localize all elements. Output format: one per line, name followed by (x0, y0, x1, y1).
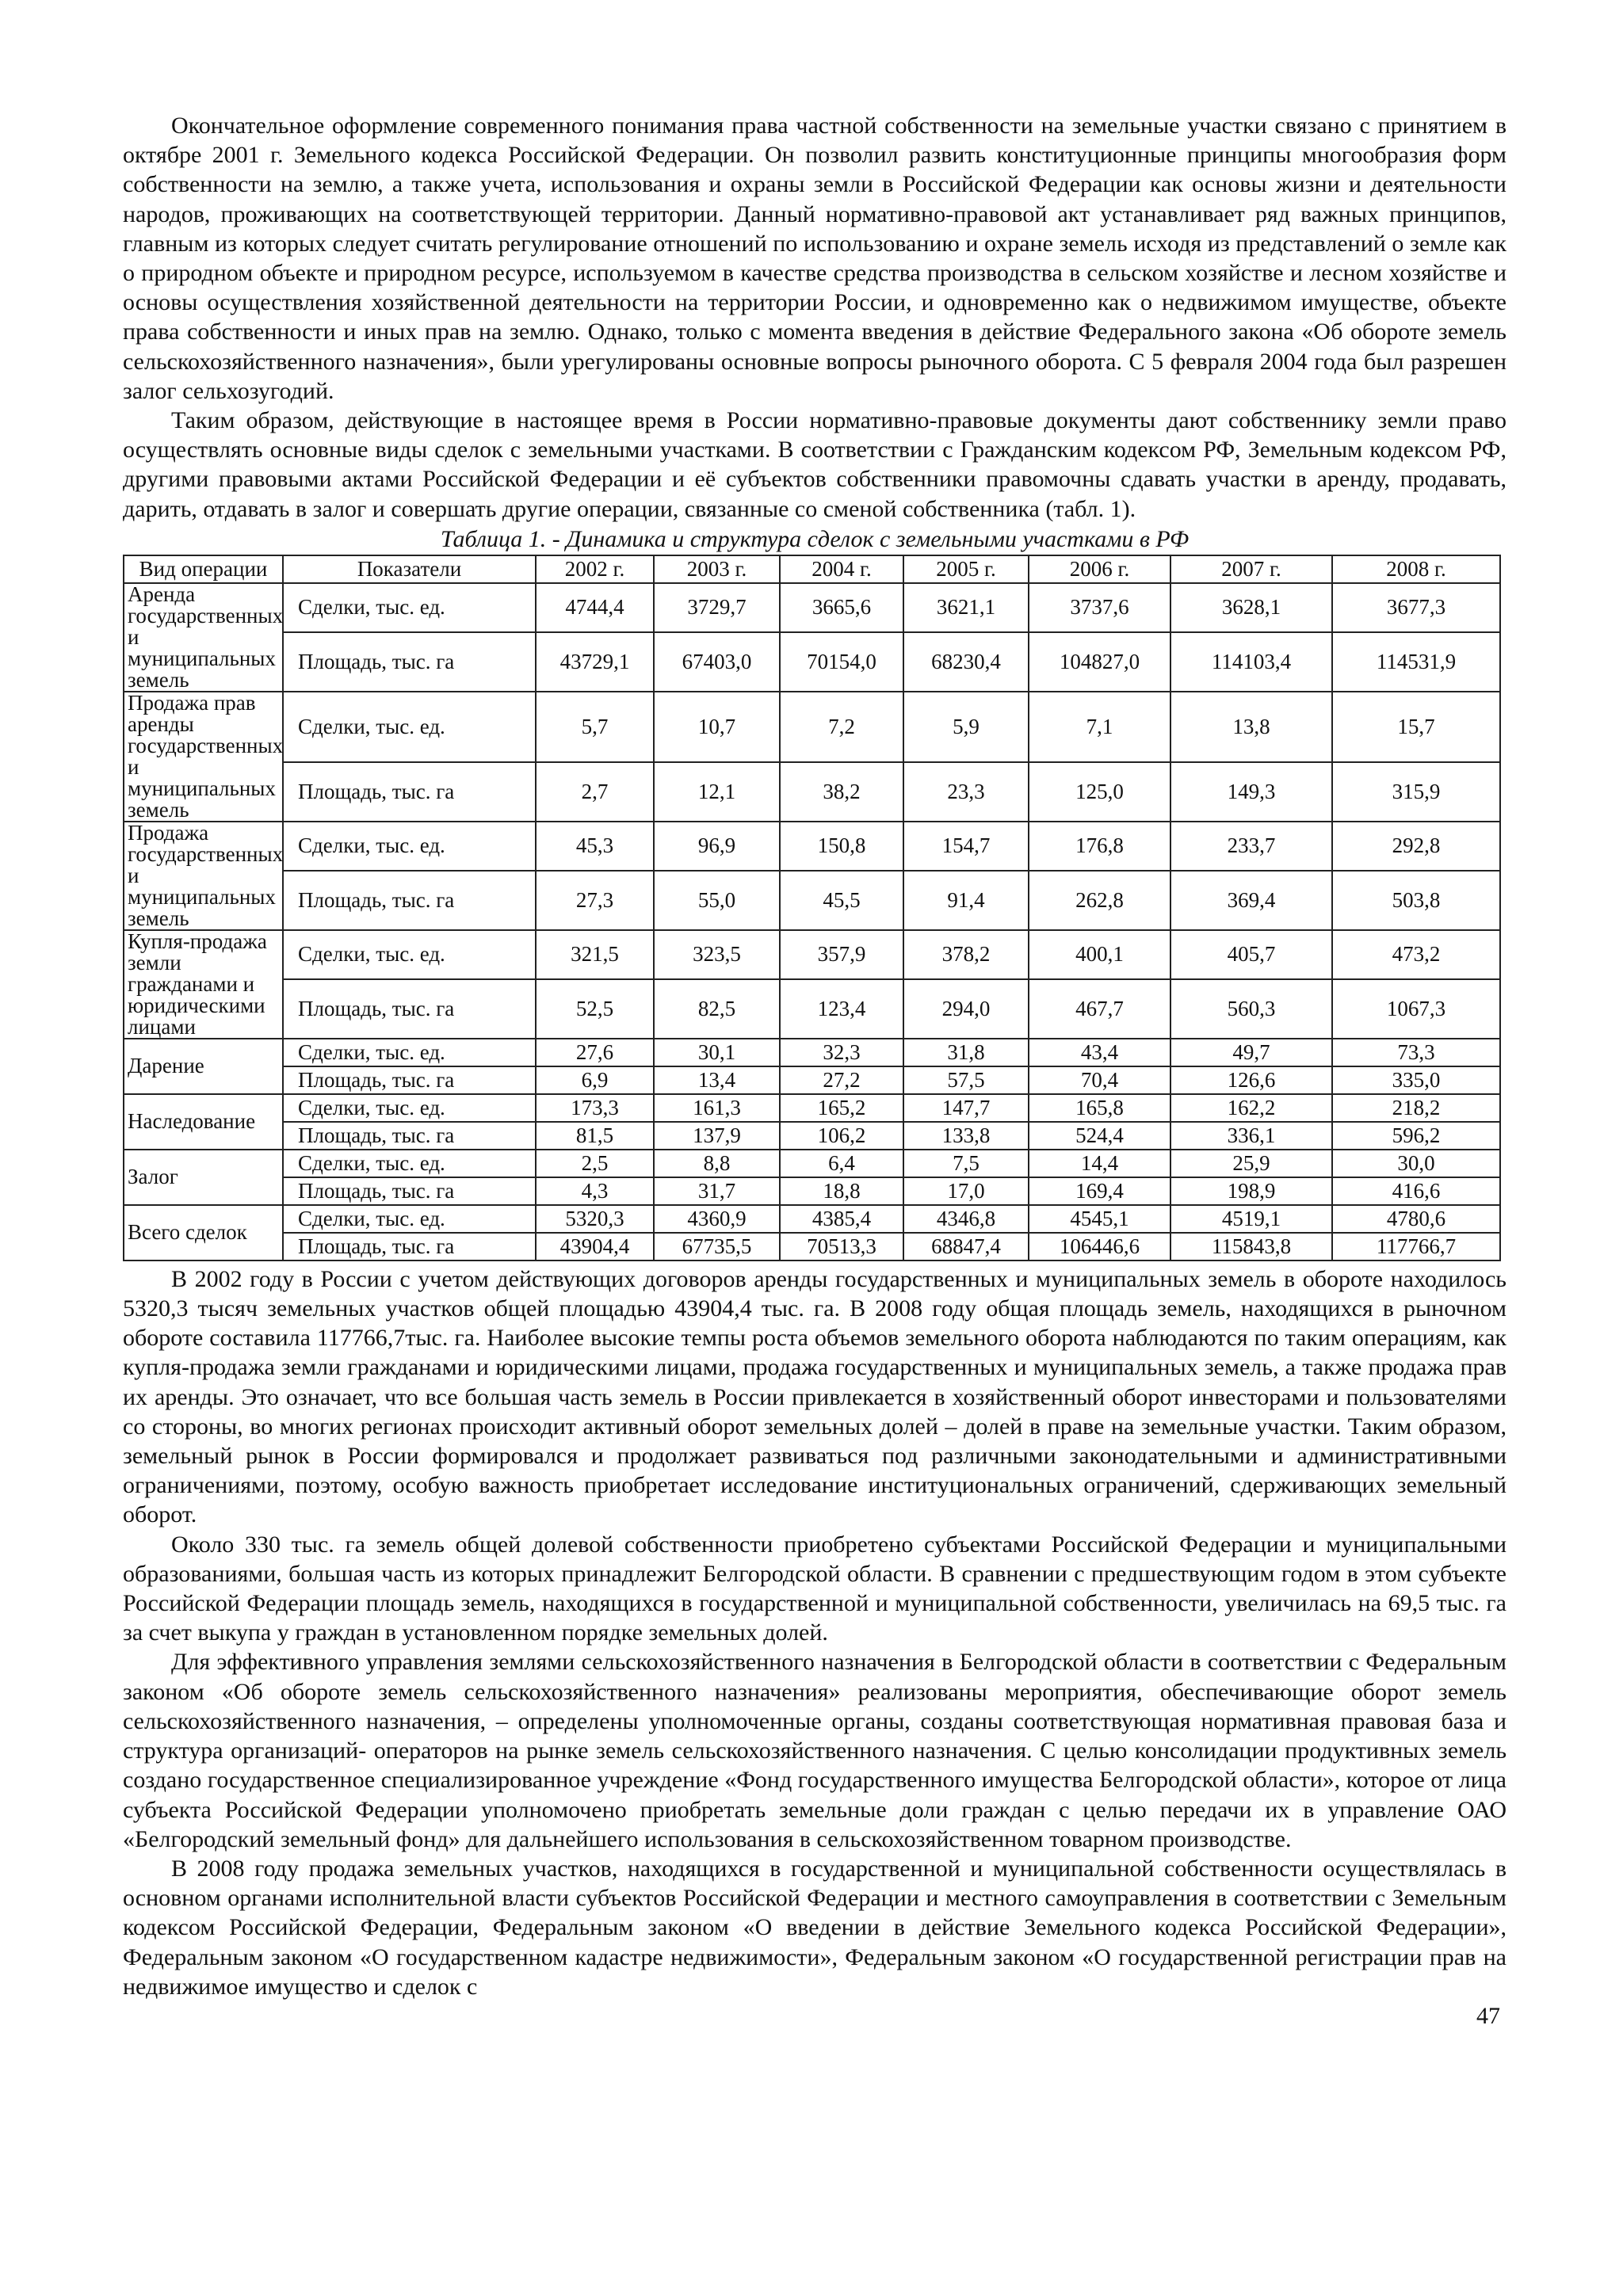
value-cell: 218,2 (1332, 1094, 1500, 1122)
value-cell: 321,5 (536, 930, 654, 979)
value-cell: 14,4 (1029, 1150, 1170, 1177)
value-cell: 6,9 (536, 1066, 654, 1094)
value-cell: 55,0 (654, 871, 780, 930)
value-cell: 7,2 (780, 692, 903, 762)
value-cell: 137,9 (654, 1122, 780, 1150)
value-cell: 117766,7 (1332, 1233, 1500, 1261)
indicator-cell: Сделки, тыс. ед. (283, 930, 536, 979)
value-cell: 294,0 (903, 979, 1029, 1039)
value-cell: 73,3 (1332, 1039, 1500, 1066)
value-cell: 123,4 (780, 979, 903, 1039)
value-cell: 49,7 (1170, 1039, 1332, 1066)
operation-type-cell: Продажа прав аренды государственных и муниципальных земель (124, 692, 283, 822)
value-cell: 335,0 (1332, 1066, 1500, 1094)
value-cell: 560,3 (1170, 979, 1332, 1039)
value-cell: 4346,8 (903, 1205, 1029, 1233)
value-cell: 13,4 (654, 1066, 780, 1094)
table-row (124, 762, 1500, 822)
value-cell: 405,7 (1170, 930, 1332, 979)
value-cell: 154,7 (903, 822, 1029, 871)
value-cell: 43904,4 (536, 1233, 654, 1261)
value-cell: 4780,6 (1332, 1205, 1500, 1233)
value-cell: 1067,3 (1332, 979, 1500, 1039)
value-cell: 336,1 (1170, 1122, 1332, 1150)
value-cell: 400,1 (1029, 930, 1170, 979)
value-cell: 31,8 (903, 1039, 1029, 1066)
value-cell: 357,9 (780, 930, 903, 979)
header-year: 2005 г. (903, 555, 1029, 583)
value-cell: 18,8 (780, 1177, 903, 1205)
header-year: 2007 г. (1170, 555, 1332, 583)
value-cell: 114531,9 (1332, 632, 1500, 692)
value-cell: 524,4 (1029, 1122, 1170, 1150)
indicator-cell: Сделки, тыс. ед. (283, 822, 536, 871)
value-cell: 4360,9 (654, 1205, 780, 1233)
table-row (124, 1233, 1500, 1261)
land-transactions-table (123, 555, 1501, 1261)
value-cell: 125,0 (1029, 762, 1170, 822)
value-cell: 10,7 (654, 692, 780, 762)
value-cell: 27,3 (536, 871, 654, 930)
operation-type-cell: Дарение (124, 1039, 283, 1094)
value-cell: 3621,1 (903, 583, 1029, 632)
value-cell: 13,8 (1170, 692, 1332, 762)
value-cell: 4519,1 (1170, 1205, 1332, 1233)
header-year: 2003 г. (654, 555, 780, 583)
value-cell: 45,5 (780, 871, 903, 930)
value-cell: 467,7 (1029, 979, 1170, 1039)
value-cell: 27,2 (780, 1066, 903, 1094)
value-cell: 149,3 (1170, 762, 1332, 822)
indicator-cell: Площадь, тыс. га (283, 1122, 536, 1150)
indicator-cell: Сделки, тыс. ед. (283, 1039, 536, 1066)
value-cell: 173,3 (536, 1094, 654, 1122)
table-row (124, 1122, 1500, 1150)
value-cell: 17,0 (903, 1177, 1029, 1205)
value-cell: 3677,3 (1332, 583, 1500, 632)
value-cell: 25,9 (1170, 1150, 1332, 1177)
table-row (124, 822, 1500, 871)
table-caption: Таблица 1. - Динамика и структура сделок с земельными участками в РФ (440, 525, 1190, 552)
table-row (124, 979, 1500, 1039)
value-cell: 7,1 (1029, 692, 1170, 762)
operation-type-cell: Залог (124, 1150, 283, 1205)
value-cell: 106,2 (780, 1122, 903, 1150)
value-cell: 68230,4 (903, 632, 1029, 692)
value-cell: 3665,6 (780, 583, 903, 632)
indicator-cell: Площадь, тыс. га (283, 1066, 536, 1094)
value-cell: 3628,1 (1170, 583, 1332, 632)
value-cell: 198,9 (1170, 1177, 1332, 1205)
value-cell: 7,5 (903, 1150, 1029, 1177)
value-cell: 2,7 (536, 762, 654, 822)
value-cell: 23,3 (903, 762, 1029, 822)
header-year: 2008 г. (1332, 555, 1500, 583)
value-cell: 162,2 (1170, 1094, 1332, 1122)
value-cell: 82,5 (654, 979, 780, 1039)
value-cell: 4,3 (536, 1177, 654, 1205)
value-cell: 176,8 (1029, 822, 1170, 871)
value-cell: 416,6 (1332, 1177, 1500, 1205)
indicator-cell: Площадь, тыс. га (283, 632, 536, 692)
value-cell: 503,8 (1332, 871, 1500, 930)
value-cell: 5320,3 (536, 1205, 654, 1233)
indicator-cell: Сделки, тыс. ед. (283, 1094, 536, 1122)
header-year: 2002 г. (536, 555, 654, 583)
operation-type-cell: Наследование (124, 1094, 283, 1150)
value-cell: 2,5 (536, 1150, 654, 1177)
value-cell: 70513,3 (780, 1233, 903, 1261)
value-cell: 52,5 (536, 979, 654, 1039)
value-cell: 104827,0 (1029, 632, 1170, 692)
indicator-cell: Площадь, тыс. га (283, 871, 536, 930)
value-cell: 3737,6 (1029, 583, 1170, 632)
value-cell: 45,3 (536, 822, 654, 871)
table-row (124, 1094, 1500, 1122)
operation-type-cell: Всего сделок (124, 1205, 283, 1261)
value-cell: 15,7 (1332, 692, 1500, 762)
value-cell: 114103,4 (1170, 632, 1332, 692)
value-cell: 81,5 (536, 1122, 654, 1150)
value-cell: 38,2 (780, 762, 903, 822)
value-cell: 96,9 (654, 822, 780, 871)
value-cell: 126,6 (1170, 1066, 1332, 1094)
indicator-cell: Сделки, тыс. ед. (283, 583, 536, 632)
value-cell: 30,0 (1332, 1150, 1500, 1177)
indicator-cell: Сделки, тыс. ед. (283, 1150, 536, 1177)
page-number: 47 (1476, 2002, 1500, 2029)
value-cell: 596,2 (1332, 1122, 1500, 1150)
value-cell: 91,4 (903, 871, 1029, 930)
table-row (124, 1150, 1500, 1177)
value-cell: 147,7 (903, 1094, 1029, 1122)
value-cell: 169,4 (1029, 1177, 1170, 1205)
indicator-cell: Сделки, тыс. ед. (283, 1205, 536, 1233)
value-cell: 31,7 (654, 1177, 780, 1205)
header-year: 2004 г. (780, 555, 903, 583)
indicator-cell: Площадь, тыс. га (283, 1177, 536, 1205)
value-cell: 43,4 (1029, 1039, 1170, 1066)
indicator-cell: Площадь, тыс. га (283, 979, 536, 1039)
value-cell: 30,1 (654, 1039, 780, 1066)
document-page (123, 111, 1507, 2030)
value-cell: 315,9 (1332, 762, 1500, 822)
indicator-cell: Площадь, тыс. га (283, 762, 536, 822)
value-cell: 5,9 (903, 692, 1029, 762)
indicator-cell: Сделки, тыс. ед. (283, 692, 536, 762)
table-row (124, 871, 1500, 930)
table-row (124, 930, 1500, 979)
value-cell: 262,8 (1029, 871, 1170, 930)
value-cell: 27,6 (536, 1039, 654, 1066)
table-row (124, 1205, 1500, 1233)
body-paragraph: Окончательное оформление современного понимания права частной собственности на земельные участки связано с принятием в октябре 2001 г. Земельного кодекса Российской Федерации. Он позволил развить конституционные принципы многообразия форм собственности на землю, а также учета, использования и охраны земли в Российской Федерации как основы жизни и деятельности народов, проживающих на соответствующей территории. Данный нормативно-правовой акт устанавливает ряд важных принципов, главным из которых следует считать регулирование отношений по использованию и охране земель исходя из представлений о земле как о природном объекте и природном ресурсе, используемом в качестве средства производства в сельском хозяйстве и лесном хозяйстве и основы осуществления хозяйственной деятельности на территории России, и одновременно как о недвижимом имуществе, объекте права собственности и иных прав на землю. Однако, только с момента введения в действие Федерального закона «Об обороте земель сельскохозяйственного назначения», были урегулированы основные вопросы рыночного оборота. С 5 февраля 2004 года был разрешен залог сельхозугодий. (123, 113, 1507, 404)
value-cell: 68847,4 (903, 1233, 1029, 1261)
value-cell: 473,2 (1332, 930, 1500, 979)
value-cell: 4545,1 (1029, 1205, 1170, 1233)
header-operation: Вид операции (124, 555, 283, 583)
value-cell: 165,8 (1029, 1094, 1170, 1122)
table-row (124, 632, 1500, 692)
value-cell: 43729,1 (536, 632, 654, 692)
body-paragraph: Для эффективного управления землями сельскохозяйственного назначения в Белгородской области в соответствии с Федеральным законом «Об обороте земель сельскохозяйственного назначения» реализованы мероприятия, обеспечивающие оборот земель сельскохозяйственного назначения, – определены уполномоченные органы, созданы соответствующая нормативная правовая база и структура организаций- операторов на рынке земель сельскохозяйственного назначения. С целью консолидации продуктивных земель создано государственное специализированное учреждение «Фонд государственного имущества Белгородской области», которое от лица субъекта Российской Федерации уполномочено приобретать земельные доли граждан с целью передачи их в управление ОАО «Белгородский земельный фонд» для дальнейшего использования в сельскохозяйственном товарном производстве. (123, 1649, 1507, 1852)
value-cell: 292,8 (1332, 822, 1500, 871)
value-cell: 8,8 (654, 1150, 780, 1177)
value-cell: 6,4 (780, 1150, 903, 1177)
value-cell: 106446,6 (1029, 1233, 1170, 1261)
value-cell: 32,3 (780, 1039, 903, 1066)
value-cell: 233,7 (1170, 822, 1332, 871)
value-cell: 165,2 (780, 1094, 903, 1122)
table-row (124, 1039, 1500, 1066)
value-cell: 133,8 (903, 1122, 1029, 1150)
value-cell: 4385,4 (780, 1205, 903, 1233)
value-cell: 67403,0 (654, 632, 780, 692)
value-cell: 70,4 (1029, 1066, 1170, 1094)
value-cell: 5,7 (536, 692, 654, 762)
operation-type-cell: Продажа государственных и муниципальных земель (124, 822, 283, 930)
indicator-cell: Площадь, тыс. га (283, 1233, 536, 1261)
value-cell: 378,2 (903, 930, 1029, 979)
value-cell: 70154,0 (780, 632, 903, 692)
operation-type-cell: Купля-продажа земли гражданами и юридическими лицами (124, 930, 283, 1039)
table-row (124, 1066, 1500, 1094)
body-paragraph: Около 330 тыс. га земель общей долевой собственности приобретено субъектами Российской Федерации и муниципальными образованиями, большая часть из которых принадлежит Белгородской области. В сравнении с предшествующим годом в этом субъекте Российской Федерации площадь земель, находящихся в государственной и муниципальной собственности, увеличилась на 69,5 тыс. га за счет выкупа у граждан в установленном порядке земельных долей. (123, 1531, 1507, 1646)
value-cell: 323,5 (654, 930, 780, 979)
table-row (124, 1177, 1500, 1205)
value-cell: 161,3 (654, 1094, 780, 1122)
table-row (124, 583, 1500, 632)
value-cell: 150,8 (780, 822, 903, 871)
header-year: 2006 г. (1029, 555, 1170, 583)
value-cell: 12,1 (654, 762, 780, 822)
body-paragraph: Таким образом, действующие в настоящее время в России нормативно-правовые документы дают собственнику земли право осуществлять основные виды сделок с земельными участками. В соответствии с Гражданским кодексом РФ, Земельным кодексом РФ, другими правовыми актами Российской Федерации и её субъектов собственники правомочны сдавать участки в аренду, продавать, дарить, отдавать в залог и совершать другие операции, связанные со сменой собственника (табл. 1). (123, 407, 1507, 522)
value-cell: 115843,8 (1170, 1233, 1332, 1261)
value-cell: 67735,5 (654, 1233, 780, 1261)
table-row (124, 692, 1500, 762)
table-header-row (124, 555, 1500, 583)
value-cell: 4744,4 (536, 583, 654, 632)
body-paragraph: В 2002 году в России с учетом действующих договоров аренды государственных и муниципальных земель в обороте находилось 5320,3 тысяч земельных участков общей площадью 43904,4 тыс. га. В 2008 году общая площадь земель, находящихся в рыночном обороте составила 117766,7тыс. га. Наиболее высокие темпы роста объемов земельного оборота наблюдаются по таким операциям, как купля-продажа земли гражданами и юридическими лицами, продажа государственных и муниципальных земель, а также продажа прав их аренды. Это означает, что все большая часть земель в России привлекается в хозяйственный оборот инвесторами и пользователями со стороны, во многих регионах происходит активный оборот земельных долей – долей в праве на земельные участки. Таким образом, земельный рынок в России формировался и продолжает развиваться под различными законодательными и административными ограничениями, поэтому, особую важность приобретает исследование институциональных ограничений, сдерживающих земельный оборот. (123, 1265, 1507, 1528)
value-cell: 57,5 (903, 1066, 1029, 1094)
table-body (124, 583, 1500, 1261)
operation-type-cell: Аренда государственных и муниципальных земель (124, 583, 283, 692)
body-paragraph: В 2008 году продажа земельных участков, находящихся в государственной и муниципальной собственности осуществлялась в основном органами исполнительной власти субъектов Российской Федерации и местного самоуправления в соответствии с Земельным кодексом Российской Федерации, Федеральным законом «О введении в действие Земельного кодекса Российской Федерации», Федеральным законом «О государственном кадастре недвижимости», Федеральным законом «О государственной регистрации прав на недвижимое имущество и сделок с (123, 1855, 1507, 2000)
value-cell: 369,4 (1170, 871, 1332, 930)
header-indicator: Показатели (283, 555, 536, 583)
value-cell: 3729,7 (654, 583, 780, 632)
